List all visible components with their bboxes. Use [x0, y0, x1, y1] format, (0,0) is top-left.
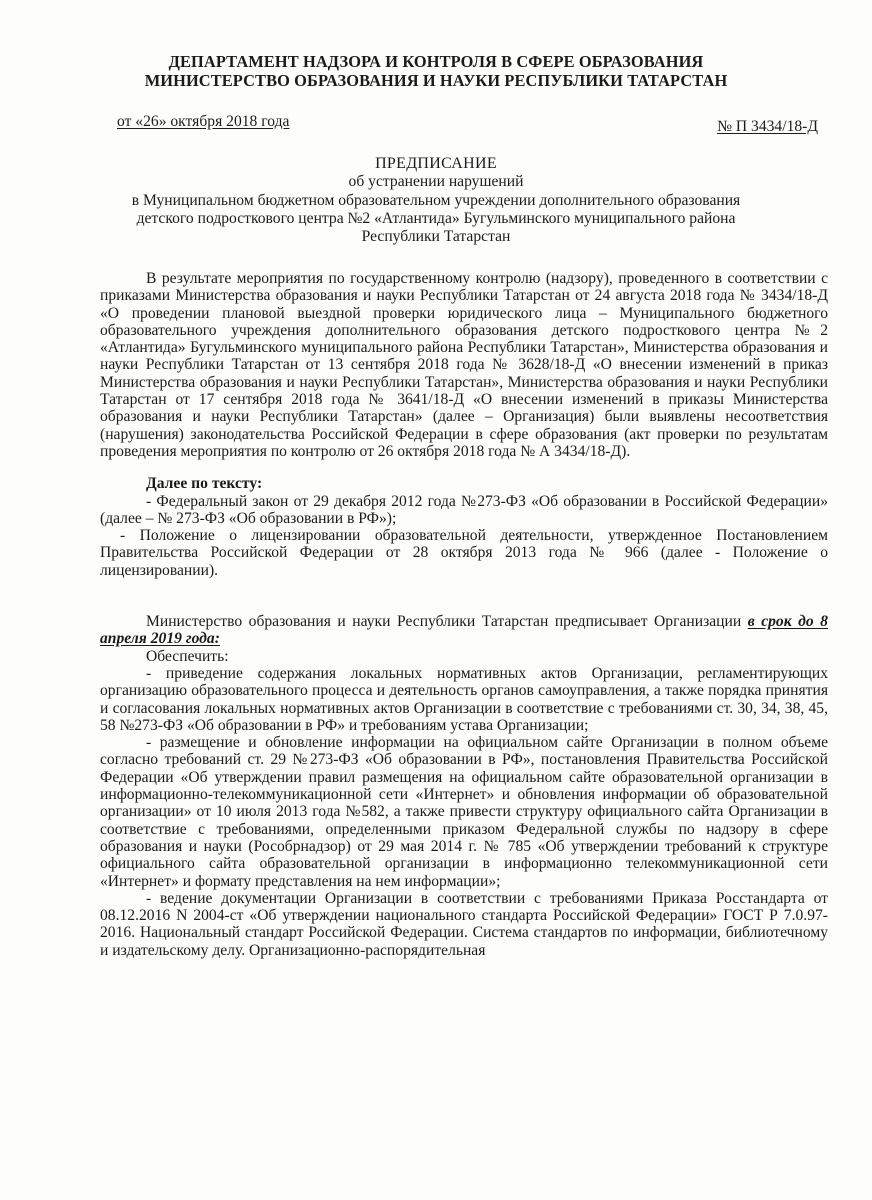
- prescription-paragraph: [100, 613, 828, 648]
- ensure-label: Обеспечить:: [146, 647, 229, 665]
- title-main: ПРЕДПИСАНИЕ: [375, 155, 497, 172]
- document-date: от «26» октября 2018 года: [117, 113, 290, 130]
- intro-paragraph: В результате мероприятия по государственному контролю (надзору), проведенного в соответствии с приказами Министерства образования и науки Республики Татарстан от 24 августа 2018 года № 3434/18-Д «О проведении плановой выездной проверки юридического лица – Муниципального бюджетного образовательного учреждения дополнительного образования детского подросткового центра №2 «Атлантида» Бугульминского муниципального района Республики Татарстан», Министерства образования и науки Республики Татарстан от 13 сентября 2018 года № 3628/18-Д «О внесении изменений в приказ Министерства образования и науки Республики Татарстан», Министерства образования и науки Республики Татарстан от 17 сентября 2018 года № 3641/18-Д «О внесении изменений в приказы Министерства образования и науки Республики Татарстан» (далее – Организация) были выявлены несоответствия (нарушения) законодательства Российской Федерации в сфере образования (акт проверки по результатам проведения мероприятия по контролю от 26 октября 2018 года № А 3434/18-Д).: [100, 270, 828, 460]
- header-ministry: МИНИСТЕРСТВО ОБРАЗОВАНИЯ И НАУКИ РЕСПУБЛИКИ ТАТАРСТАН: [144, 71, 728, 90]
- requirement-local-acts: - приведение содержания локальных нормативных актов Организации, регламентирующих организацию образовательного процесса и деятельность органов самоуправления, а также порядка принятия и согласования локальных нормативных актов Организации в соответствие с требованиями ст. 30, 34, 38, 45, 58 №273-ФЗ «Об образовании в РФ» и требованиям устава Организации;: [100, 664, 828, 734]
- title-organization-line1: в Муниципальном бюджетном образовательном учреждении дополнительного образования: [131, 191, 741, 209]
- requirement-website: - размещение и обновление информации на официальном сайте Организации в полном объеме согласно требований ст. 29 №273-ФЗ «Об образовании в РФ», постановления Правительства Российской Федерации «Об утверждении правил размещения на официальном сайте образовательной организации в информационно-телекоммуникационной сети «Интернет» и обновления информации об образовательной организации» от 10 июля 2013 года №582, а также привести структуру официального сайта Организации в соответствие с требованиями, определенными приказом Федеральной службы по надзору в сфере образования и науки (Рособрнадзор) от 29 мая 2014 г. № 785 «Об утверждении требований к структуре официального сайта образовательной организации в информационно телекоммуникационной сети «Интернет» и формату представления на нем информации»;: [100, 734, 828, 890]
- document-body: [100, 270, 828, 959]
- prescription-deadline: в срок до 8 апреля 2019 года:: [100, 613, 828, 648]
- title-organization-line2: детского подросткового центра №2 «Атлантида» Бугульминского муниципального района: [136, 209, 736, 227]
- title-subject: об устранении нарушений: [348, 173, 524, 191]
- prescription-lead: Министерство образования и науки Республики Татарстан предписывает Организации: [146, 613, 748, 631]
- further-item-regulation: - Положение о лицензировании образовательной деятельности, утвержденное Постановлением Правительства Российской Федерации от 28 октября 2013 года № 966 (далее - Положение о лицензировании).: [100, 527, 828, 579]
- spacer: [100, 579, 828, 613]
- document-number: № П 3434/18-Д: [717, 118, 818, 135]
- document-header: [0, 52, 872, 90]
- further-item-law: - Федеральный закон от 29 декабря 2012 года №273-ФЗ «Об образовании в Российской Федерации» (далее – № 273-ФЗ «Об образовании в РФ»);: [100, 492, 828, 527]
- document-title: [0, 155, 872, 246]
- requirement-documentation: - ведение документации Организации в соответствии с требованиями Приказа Росстандарта от 08.12.2016 N 2004-ст «Об утверждении национального стандарта Российской Федерации» ГОСТ Р 7.0.97-2016. Национальный стандарт Российской Федерации. Система стандартов по информации, библиотечному и издательскому делу. Организационно-распорядительная: [100, 889, 828, 959]
- further-heading: Далее по тексту:: [146, 475, 263, 493]
- header-department: ДЕПАРТАМЕНТ НАДЗОРА И КОНТРОЛЯ В СФЕРЕ ОБРАЗОВАНИЯ: [168, 52, 704, 71]
- spacer: [100, 460, 828, 475]
- title-organization-line3: Республики Татарстан: [361, 228, 511, 246]
